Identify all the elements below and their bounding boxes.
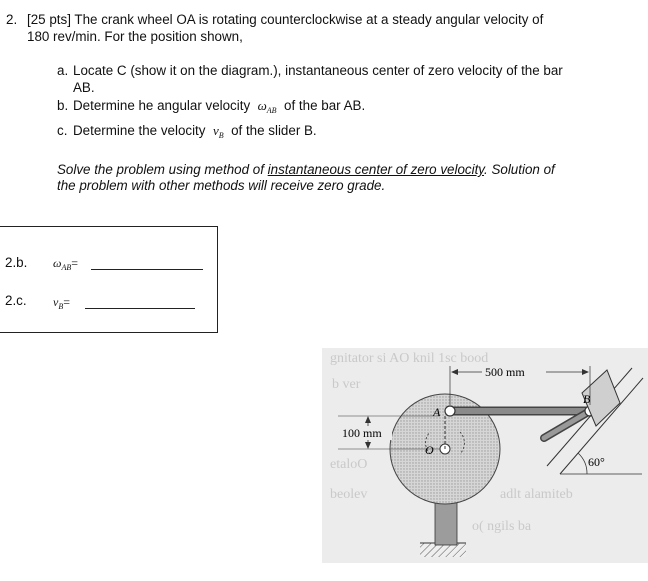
answer-equals-2b: = xyxy=(71,256,79,270)
label-B: B xyxy=(583,392,591,406)
bg-text-4: beolev xyxy=(330,487,368,502)
note-pre: Solve the problem using method of xyxy=(57,162,268,177)
item-b-label: b. xyxy=(57,98,69,113)
answer-label-2c: 2.c. xyxy=(5,293,27,308)
item-a-text: Locate C (show it on the diagram.), instantaneous center of zero velocity of the bar xyxy=(73,63,563,78)
bg-text-2: b ver xyxy=(332,377,361,392)
item-c-text-pre: Determine the velocity xyxy=(73,123,206,138)
dim-100mm: 100 mm xyxy=(342,426,382,440)
label-A: A xyxy=(433,405,441,419)
joint-A xyxy=(445,406,455,416)
angle-60: 60° xyxy=(588,455,605,469)
bg-text-1: gnitator si AO knil 1sc bood xyxy=(330,351,489,366)
item-a xyxy=(57,62,637,96)
velocity-subscript: B xyxy=(218,131,224,140)
answer-var-2c xyxy=(53,295,70,311)
label-O: O xyxy=(425,443,434,457)
answer-velocity-subscript: B xyxy=(58,302,64,311)
note-method: instantaneous center of zero velocity xyxy=(267,162,485,177)
answer-blank-2b[interactable] xyxy=(91,269,203,270)
answer-blank-2c[interactable] xyxy=(85,308,195,309)
omega-subscript: AB xyxy=(266,106,277,115)
omega-symbol: ω xyxy=(257,98,267,113)
answer-velocity-symbol: v xyxy=(53,295,59,309)
dim-500mm: 500 mm xyxy=(485,365,525,379)
item-b-text-post: of the bar AB. xyxy=(284,98,366,113)
item-c-text-post: of the slider B. xyxy=(231,123,317,138)
answer-omega-symbol: ω xyxy=(53,256,62,270)
bg-text-6: o( ngils ba xyxy=(472,519,532,534)
instruction-note xyxy=(57,162,642,194)
item-b xyxy=(57,97,637,119)
answer-equals-2c: = xyxy=(63,295,70,309)
statement-line-1: [25 pts] The crank wheel OA is rotating counterclockwise at a steady angular velocity of xyxy=(27,12,544,27)
item-c-label: c. xyxy=(57,123,68,138)
problem-statement xyxy=(27,11,642,45)
item-c xyxy=(57,122,637,144)
velocity-symbol: v xyxy=(212,123,219,138)
answer-label-2b: 2.b. xyxy=(5,255,28,270)
answer-box xyxy=(0,226,218,333)
note-line-2: the problem with other methods will receive zero grade. xyxy=(57,178,386,193)
bg-text-3: etaloO xyxy=(330,457,368,472)
problem-number: 2. xyxy=(6,12,18,27)
item-a-label: a. xyxy=(57,63,69,78)
answer-omega-subscript: AB xyxy=(61,263,72,272)
statement-line-2: 180 rev/min. For the position shown, xyxy=(27,29,243,44)
item-a-text-2: AB. xyxy=(73,80,95,95)
bg-text-5: adlt alamiteb xyxy=(500,487,573,502)
mechanism-figure xyxy=(322,348,648,563)
note-post: . Solution of xyxy=(484,162,555,177)
item-b-text-pre: Determine he angular velocity xyxy=(73,98,251,113)
answer-var-2b xyxy=(53,256,78,272)
